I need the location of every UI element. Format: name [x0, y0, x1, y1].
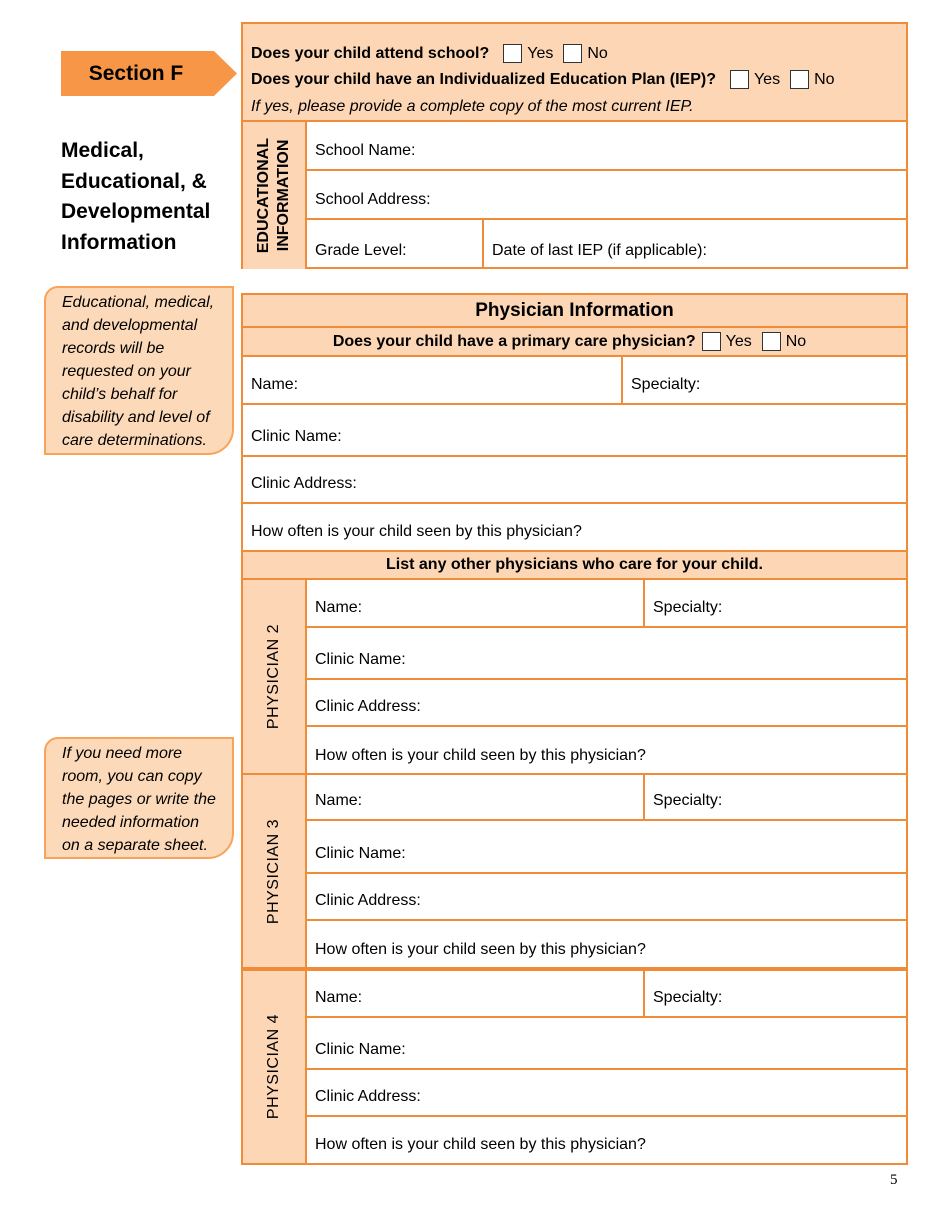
- physician-2-how-often-field[interactable]: How often is your child seen by this physician?: [315, 747, 646, 764]
- primary-physician-question: Does your child have a primary care physician? Yes No: [243, 328, 906, 357]
- physician-4-name-field[interactable]: Name:: [307, 971, 644, 1018]
- physician-2-clinic-name-field[interactable]: Clinic Name:: [307, 628, 906, 680]
- school-questions: [243, 24, 906, 122]
- physician-4-label: PHYSICIAN 4: [243, 971, 307, 1163]
- records-note: Educational, medical, and developmental records will be requested on your child’s behalf for disability and level of care determinations.: [44, 286, 234, 455]
- grade-level-field[interactable]: Grade Level:: [315, 242, 407, 259]
- physician-2-clinic-address-field[interactable]: Clinic Address:: [307, 680, 906, 727]
- primary-specialty-field[interactable]: Specialty:: [623, 357, 906, 405]
- primary-name-field[interactable]: Name:: [243, 357, 622, 405]
- primary-clinic-name-field[interactable]: Clinic Name:: [243, 405, 906, 457]
- physician-2-specialty-field[interactable]: Specialty:: [645, 580, 906, 628]
- section-badge-label: Section F: [88, 61, 184, 85]
- primary-how-often-field[interactable]: How often is your child seen by this physician?: [243, 504, 906, 552]
- primary-yes-checkbox[interactable]: [702, 332, 721, 351]
- attend-no-checkbox[interactable]: [563, 44, 582, 63]
- primary-no-checkbox[interactable]: [762, 332, 781, 351]
- iep-date-field[interactable]: Date of last IEP (if applicable):: [492, 242, 707, 259]
- physician-3-specialty-field[interactable]: Specialty:: [645, 775, 906, 821]
- more-room-note: If you need more room, you can copy the pages or write the needed information on a separate sheet.: [44, 737, 234, 859]
- school-name-field[interactable]: School Name:: [307, 122, 906, 171]
- page-number: 5: [890, 1172, 898, 1188]
- iep-question: Does your child have an Individualized Education Plan (IEP)? Yes No: [251, 70, 835, 88]
- physician-3-name-field[interactable]: Name:: [307, 775, 644, 821]
- educational-side-label: EDUCATIONAL INFORMATION: [243, 122, 307, 269]
- physician-2-label: PHYSICIAN 2: [243, 580, 307, 774]
- iep-note: If yes, please provide a complete copy of the most current IEP.: [251, 98, 694, 115]
- educational-section: [241, 22, 908, 269]
- physician-4-how-often-field[interactable]: How often is your child seen by this physician?: [315, 1136, 646, 1153]
- physician-3-label: PHYSICIAN 3: [243, 775, 307, 968]
- section-title: Medical, Educational, & Developmental Information: [61, 139, 211, 254]
- physician-2-name-field[interactable]: Name:: [307, 580, 644, 628]
- physician-3-clinic-name-field[interactable]: Clinic Name:: [307, 821, 906, 874]
- physician-4-specialty-field[interactable]: Specialty:: [645, 971, 906, 1018]
- attend-school-question: Does your child attend school? Yes No: [251, 44, 608, 62]
- attend-yes-checkbox[interactable]: [503, 44, 522, 63]
- school-address-field[interactable]: School Address:: [307, 171, 906, 220]
- physician-section: [241, 293, 908, 1165]
- other-physicians-header: List any other physicians who care for your child.: [243, 552, 906, 580]
- section-badge: [61, 51, 237, 96]
- physician-3-how-often-field[interactable]: How often is your child seen by this physician?: [315, 941, 646, 958]
- iep-no-checkbox[interactable]: [790, 70, 809, 89]
- physician-4-clinic-name-field[interactable]: Clinic Name:: [307, 1018, 906, 1070]
- physician-title: Physician Information: [243, 295, 906, 328]
- primary-clinic-address-field[interactable]: Clinic Address:: [243, 457, 906, 504]
- iep-yes-checkbox[interactable]: [730, 70, 749, 89]
- physician-4-clinic-address-field[interactable]: Clinic Address:: [307, 1070, 906, 1117]
- physician-3-clinic-address-field[interactable]: Clinic Address:: [307, 874, 906, 921]
